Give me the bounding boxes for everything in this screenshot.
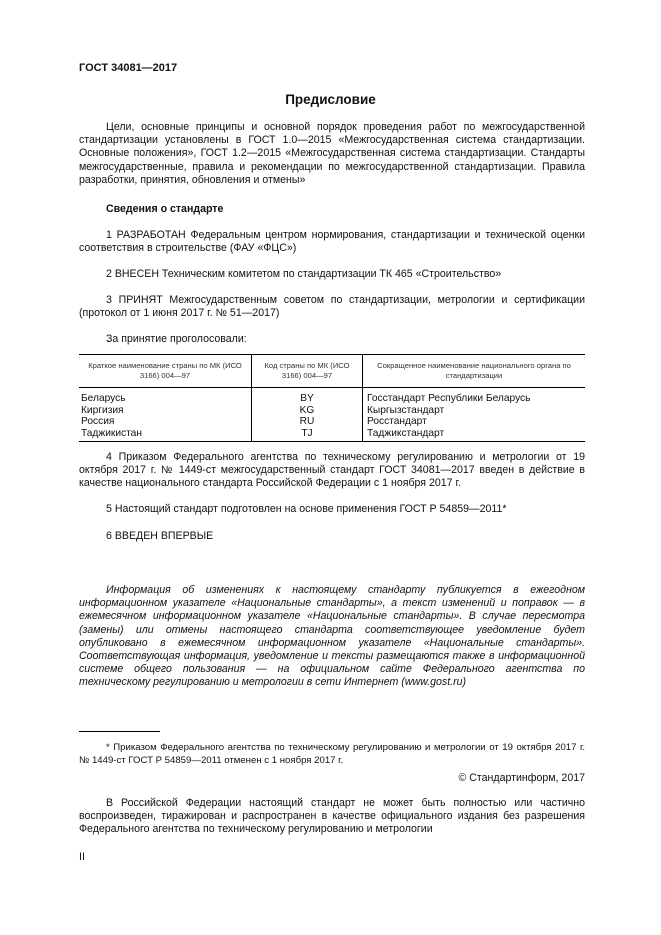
preface-intro: Цели, основные принципы и основной порядок проведения работ по межгосударственной стандартизации установлены в ГОСТ 1.0—2015 «Межгосударственная система стандартизации. Основные положения», ГОСТ 1.2—2015 «Межгосударственная система стандартизации. Стандарты межгосударственные, правила и рекомендации по межгосударственной стандартизации. Правила разработки, принятия, обновления и отмены» [79, 121, 585, 186]
header-national-body: Сокращенное наименование национального органа по стандартизации [363, 355, 586, 388]
vote-table-header [79, 355, 585, 388]
item-1-developed: 1 РАЗРАБОТАН Федеральным центром нормирования, стандартизации и технической оценки соответствия в строительстве (ФАУ «ФЦС») [79, 229, 585, 255]
table-row [79, 416, 585, 428]
item-5-basis: 5 Настоящий стандарт подготовлен на основе применения ГОСТ Р 54859—2011* [106, 503, 507, 515]
national-body: Кыргызстандарт [363, 405, 586, 417]
preface-title: Предисловие [285, 92, 376, 107]
item-2-submitted: 2 ВНЕСЕН Техническим комитетом по стандартизации ТК 465 «Строительство» [106, 268, 502, 280]
document-code-header: ГОСТ 34081—2017 [79, 62, 178, 74]
item-4-order: 4 Приказом Федерального агентства по техническому регулированию и метрологии от 19 октября 2017 г. № 1449-ст межгосударственный стандарт ГОСТ 34081—2017 введен в действие в качестве национального стандарта Российской Федерации с 1 ноября 2017 г. [79, 451, 585, 490]
reproduction-restriction: В Российской Федерации настоящий стандарт не может быть полностью или частично воспроизведен, тиражирован и распространен в качестве официального издания без разрешения Федерального агентства по техническому регулированию и метрологии [79, 797, 585, 836]
changes-info: Информация об изменениях к настоящему стандарту публикуется в ежегодном информационном указателе «Национальные стандарты», а текст изменений и поправок — в ежемесячном информационном указателе «Национальные стандарты». В случае пересмотра (замены) или отмены настоящего стандарта соответствующее уведомление будет опубликовано в ежемесячном информационном указателе «Национальные стандарты». Соответствующая информация, уведомление и тексты размещаются также в информационной системе общего пользования — на официальном сайте Федерального агентства по техническому регулированию и метрологии в сети Интернет (www.gost.ru) [79, 584, 585, 689]
national-body: Госстандарт Республики Беларусь [363, 388, 586, 405]
page-number: II [79, 851, 85, 863]
table-row [79, 405, 585, 417]
country-name: Киргизия [81, 404, 124, 416]
vote-table [79, 354, 585, 442]
country-name: Таджикистан [79, 428, 252, 442]
country-code: KG [252, 405, 363, 417]
info-heading: Сведения о стандарте [106, 203, 224, 215]
vote-intro: За принятие проголосовали: [106, 333, 247, 345]
country-name: Беларусь [81, 393, 126, 404]
national-body: Таджикстандарт [363, 428, 586, 442]
copyright: © Стандартинформ, 2017 [458, 772, 585, 784]
country-name: Россия [81, 416, 115, 427]
country-code: TJ [252, 428, 363, 442]
country-code: RU [252, 416, 363, 428]
footnote-separator [79, 731, 160, 732]
item-6-introduced: 6 ВВЕДЕН ВПЕРВЫЕ [106, 530, 214, 542]
item-3-adopted: 3 ПРИНЯТ Межгосударственным советом по стандартизации, метрологии и сертификации (протокол от 1 июня 2017 г. № 51—2017) [79, 294, 585, 320]
country-code: BY [252, 388, 363, 405]
table-row [79, 388, 585, 405]
footnote: * Приказом Федерального агентства по техническому регулированию и метрологии от 19 октября 2017 г. № 1449-ст ГОСТ Р 54859—2011 отменен с 1 ноября 2017 г. [79, 742, 585, 766]
header-country-name: Краткое наименование страны по МК (ИСО 3166) 004—97 [79, 355, 252, 388]
header-country-code: Код страны по МК (ИСО 3166) 004—97 [252, 355, 363, 388]
table-row [79, 428, 585, 442]
national-body: Росстандарт [363, 416, 586, 428]
